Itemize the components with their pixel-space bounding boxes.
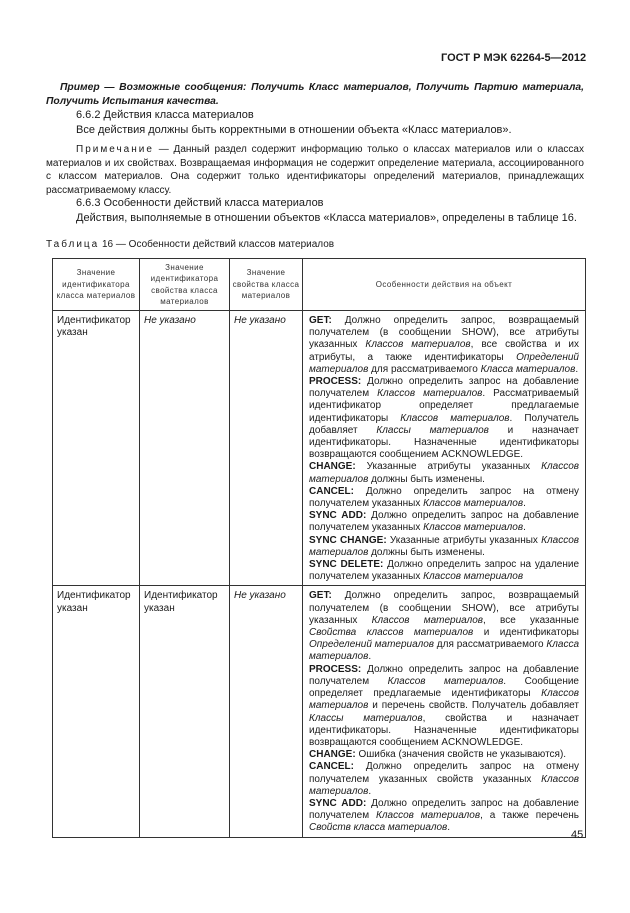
action-text: . Рассматриваемый идентификатор определяет предлагаемые идентификаторы xyxy=(309,388,580,424)
table-header-row xyxy=(53,259,586,311)
action-text: Классов материалов xyxy=(400,412,510,424)
action-text: Классов материалов xyxy=(365,339,471,351)
action-text: Классов материалов xyxy=(309,773,579,797)
action-text: Свойства классов материалов xyxy=(309,627,474,639)
action-text: . xyxy=(368,651,372,663)
action-text: Классов материалов xyxy=(371,614,484,626)
action-text: Должно определить запрос на удаление получателем указанных xyxy=(309,559,580,583)
action-text: Класса материалов xyxy=(480,363,576,375)
action-text: Классов материалов xyxy=(423,571,524,583)
action-text: Классов материалов xyxy=(377,388,483,400)
action-verb: SYNC DELETE: xyxy=(309,559,384,571)
action-text: , свойства и назначает идентификаторы. Назначенные идентификаторы возвращаются сообщением ACKNOWLEDGE. xyxy=(309,712,579,748)
cell-property-id: Идентификатор указан xyxy=(140,586,230,837)
action-verb: GET: xyxy=(309,590,332,602)
action-verb: SYNC CHANGE: xyxy=(309,534,387,546)
document-header: ГОСТ Р МЭК 62264-5—2012 xyxy=(441,52,587,64)
cell-action-features xyxy=(303,586,586,837)
action-verb: CANCEL: xyxy=(309,485,354,497)
action-text: Должно определить запрос, возвращаемый получателем (в сообщении SHOW), все атрибуты указанных xyxy=(309,590,579,626)
action-entry xyxy=(309,486,579,510)
cell-property-value: Не указано xyxy=(230,586,303,837)
action-entry xyxy=(309,749,579,761)
action-verb: PROCESS: xyxy=(309,663,362,675)
example-paragraph: Пример — Возможные сообщения: Получить Класс материалов, Получить Партию материала, Получить Испытания качества. xyxy=(46,82,584,107)
action-text: Должно определить запрос на добавление получателем xyxy=(309,376,579,400)
action-entry xyxy=(309,315,579,376)
header-property-id: Значение идентификатора свойства класса материалов xyxy=(140,259,230,311)
action-text: . xyxy=(368,785,372,797)
table-row xyxy=(53,311,586,586)
action-text: Классов материалов xyxy=(423,498,524,510)
action-entry xyxy=(309,461,579,485)
cell-class-id: Идентификатор указан xyxy=(53,586,140,837)
action-text: , все свойства и их атрибуты, а также идентификаторы xyxy=(309,339,579,363)
action-text: для рассматриваемого xyxy=(434,639,547,651)
action-text: Классов материалов xyxy=(423,522,524,534)
action-text: Классов материалов xyxy=(376,810,481,822)
table-caption-text: 16 — Особенности действий классов материалов xyxy=(99,239,335,250)
action-text: для рассматриваемого xyxy=(368,363,481,375)
action-text: и идентификаторы xyxy=(473,627,579,639)
action-entry xyxy=(309,535,579,559)
action-text: , а также перечень xyxy=(480,810,579,822)
table-caption-label: Таблица xyxy=(46,239,100,250)
header-class-id: Значение идентификатора класса материалов xyxy=(53,259,140,311)
cell-property-value: Не указано xyxy=(230,311,303,586)
action-verb: PROCESS: xyxy=(309,376,362,388)
page-number: 45 xyxy=(571,829,584,841)
action-text: . xyxy=(523,522,526,534)
action-text: Классы материалов xyxy=(309,712,423,724)
table-row xyxy=(53,586,586,837)
action-text: Определений материалов xyxy=(309,351,579,375)
action-text: Ошибка (значения свойств не указываются). xyxy=(355,749,567,761)
header-property-value: Значение свойства класса материалов xyxy=(230,259,303,311)
action-verb: SYNC ADD: xyxy=(309,797,367,809)
section-663-text: Действия, выполняемые в отношении объектов «Класса материалов», определены в таблице 16. xyxy=(76,212,577,224)
note-text: — Данный раздел содержит информацию только о классах материалов или о классах материалов и их свойствах. Возвращаемая информация не содержит определение материала, ассоциированного с классом материалов. Она содержит только идентификаторы определений материалов, принадлежащих рассматриваемому классу. xyxy=(46,144,584,196)
action-entry xyxy=(309,559,579,583)
action-entry xyxy=(309,761,579,798)
section-662-heading: 6.6.2 Действия класса материалов xyxy=(76,109,254,121)
action-entry xyxy=(309,590,579,663)
action-text: , все указанные xyxy=(483,614,579,626)
note-label: Примечание xyxy=(76,144,154,155)
action-text: Должно определить запрос на добавление получателем указанных xyxy=(309,510,579,534)
cell-class-id: Идентификатор указан xyxy=(53,311,140,586)
note-paragraph xyxy=(46,143,584,197)
action-text: Должно определить запрос на добавление получателем xyxy=(309,797,579,822)
cell-property-id: Не указано xyxy=(140,311,230,586)
action-text: Должно определить запрос на добавление получателем xyxy=(309,663,579,687)
section-663-heading: 6.6.3 Особенности действий класса материалов xyxy=(76,197,324,209)
action-text: Должно определить запрос на отмену получателем указанных свойств указанных xyxy=(309,761,579,785)
action-text: Классов материалов xyxy=(309,534,579,558)
cell-action-features xyxy=(303,311,586,586)
action-text: . xyxy=(447,822,451,834)
action-text: Классов материалов xyxy=(309,688,579,712)
action-text: должны быть изменены. xyxy=(368,546,485,558)
action-verb: CANCEL: xyxy=(309,761,354,773)
action-text: . xyxy=(523,498,526,510)
action-text: . Сообщение определяет предлагаемые идентификаторы xyxy=(309,675,579,700)
action-text: Класса материалов xyxy=(309,639,579,663)
section-662-text: Все действия должны быть корректными в отношении объекта «Класс материалов». xyxy=(76,124,512,136)
action-text: Классов материалов xyxy=(309,461,579,485)
action-text: Должно определить запрос, возвращаемый получателем (в сообщении SHOW), все атрибуты указанных xyxy=(309,315,579,351)
action-text: Свойств класса материалов xyxy=(309,822,448,834)
action-entry xyxy=(309,376,579,461)
action-entry xyxy=(309,664,579,749)
action-text: и перечень свойств. Получатель добавляет xyxy=(368,700,579,712)
action-text: и назначает идентификаторы. Назначенные идентификаторы возвращаются сообщением ACKNOWLEDGE. xyxy=(309,424,579,461)
table-caption xyxy=(46,239,334,250)
action-verb: SYNC ADD: xyxy=(309,510,367,522)
action-entry xyxy=(309,510,579,534)
header-action-features: Особенности действия на объект xyxy=(303,259,586,311)
action-text: . Получатель добавляет xyxy=(309,412,579,436)
action-text: Определений материалов xyxy=(309,639,434,651)
action-text: Указанные атрибуты указанных xyxy=(386,534,542,546)
action-entry xyxy=(309,798,579,835)
action-verb: GET: xyxy=(309,315,332,326)
action-text: должны быть изменены. xyxy=(368,473,485,485)
action-verb: CHANGE: xyxy=(309,749,356,761)
action-text: . xyxy=(575,363,579,375)
action-text: Должно определить запрос на отмену получателем указанных xyxy=(309,485,579,510)
action-verb: CHANGE: xyxy=(309,461,356,473)
action-text: Указанные атрибуты указанных xyxy=(355,461,542,473)
actions-table xyxy=(52,258,586,838)
action-text: Классов материалов xyxy=(387,675,504,687)
action-text: Классы материалов xyxy=(376,424,489,436)
